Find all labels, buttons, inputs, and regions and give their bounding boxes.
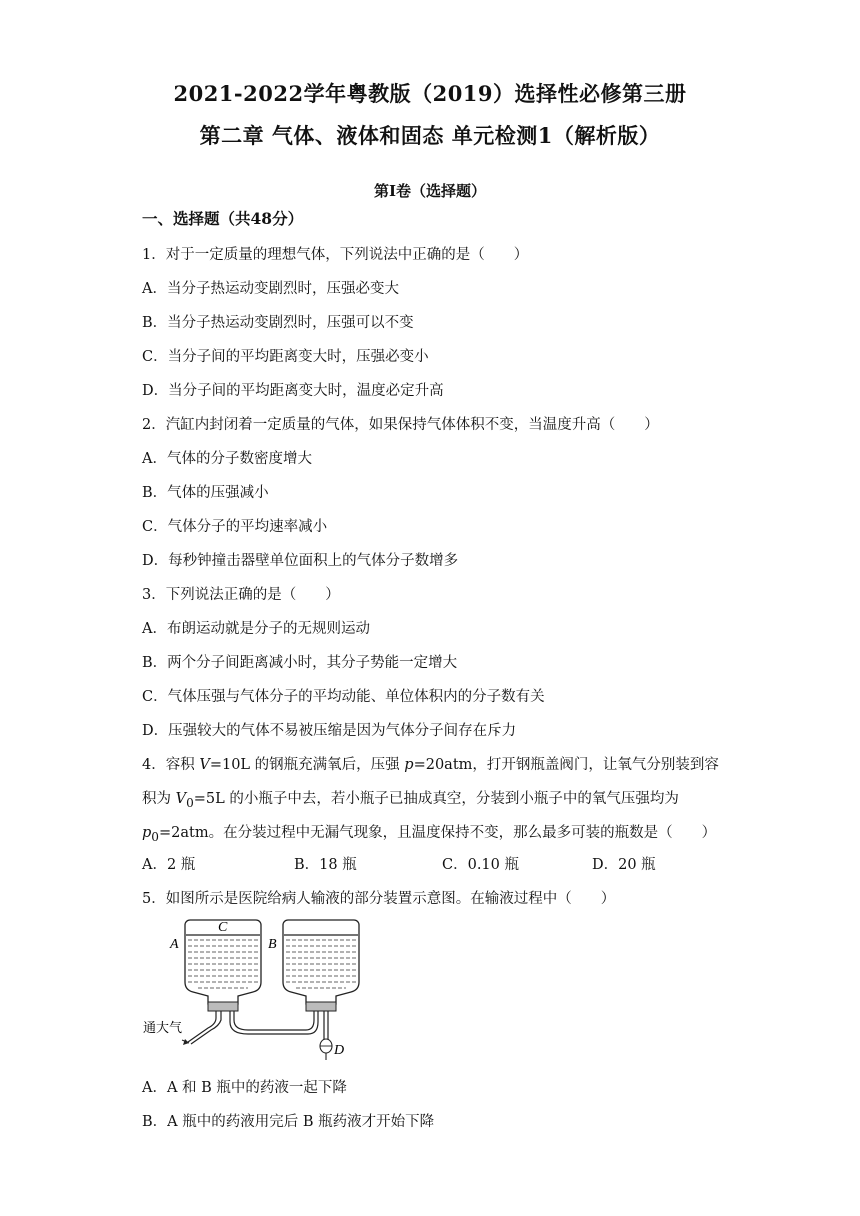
question-4-stem-line-2: 积为 $V_0=5L$ 的小瓶子中去，若小瓶子已抽成真空，分装到小瓶子中的氧气压强均为 [142,791,679,810]
question-4-option-c: C．0.10 瓶 [442,857,519,873]
paper-title: 2021-2022学年粤教版（2019）选择性必修第三册 [173,81,687,106]
question-4-option-a: A．2 瓶 [142,857,196,873]
question-2-option-d: D．每秒钟撞击器壁单位面积上的气体分子数增多 [142,553,459,569]
question-5-stem: 5．如图所示是医院给病人输液的部分装置示意图。在输液过程中（ ） [142,891,616,907]
question-2-option-a: A．气体的分子数密度增大 [142,451,312,467]
question-3-option-c: C．气体压强与气体分子的平均动能、单位体积内的分子数有关 [142,689,545,705]
question-1-option-a: A．当分子热运动变剧烈时，压强必变大 [142,281,399,297]
question-3-stem: 3．下列说法正确的是（ ） [142,587,340,603]
label-b: B [268,937,277,952]
question-4-option-d: D．20 瓶 [592,857,656,873]
question-2-stem: 2．汽缸内封闭着一定质量的气体，如果保持气体体积不变，当温度升高（ ） [142,417,659,433]
paper-subtitle: 第二章 气体、液体和固态 单元检测1（解析版） [199,123,661,148]
question-4-stem-line-3: $p_0=2atm$。在分装过程中无漏气现象，且温度保持不变，那么最多可装的瓶数是（ ） [142,825,717,844]
question-5-option-a: A．A 和 B 瓶中的药液一起下降 [142,1080,347,1096]
question-2-option-b: B．气体的压强减小 [142,485,269,501]
question-3-option-b: B．两个分子间距离减小时，其分子势能一定增大 [142,655,458,671]
question-4-stem-line-1: 4．容积 V=10L 的钢瓶充满氧后，压强 p=20atm，打开钢瓶盖阀门，让氧气分别装到容 [142,757,719,773]
question-1-option-d: D．当分子间的平均距离变大时，温度必定升高 [142,383,444,399]
question-1-option-b: B．当分子热运动变剧烈时，压强可以不变 [142,315,414,331]
label-a: A [170,937,179,952]
bottle-b [283,920,359,1011]
question-3-option-d: D．压强较大的气体不易被压缩是因为气体分子间存在斥力 [142,723,517,739]
question-1-option-c: C．当分子间的平均距离变大时，压强必变小 [142,349,429,365]
volume-heading: 第Ⅰ卷（选择题） [373,182,487,200]
label-c: C [218,920,228,935]
dropper-chamber [320,1039,332,1060]
question-2-option-c: C．气体分子的平均速率减小 [142,519,328,535]
section-heading: 一、选择题（共48分） [142,209,304,228]
question-3-option-a: A．布朗运动就是分子的无规则运动 [142,621,370,637]
connecting-tubes [188,1011,328,1044]
question-1-stem: 1．对于一定质量的理想气体，下列说法中正确的是（ ） [142,247,529,263]
question-5-option-b: B．A 瓶中的药液用完后 B 瓶药液才开始下降 [142,1114,435,1130]
label-d: D [334,1043,345,1058]
question-4-option-b: B．18 瓶 [294,857,357,873]
label-air: 通大气 [143,1021,183,1036]
infusion-diagram [138,912,368,1062]
